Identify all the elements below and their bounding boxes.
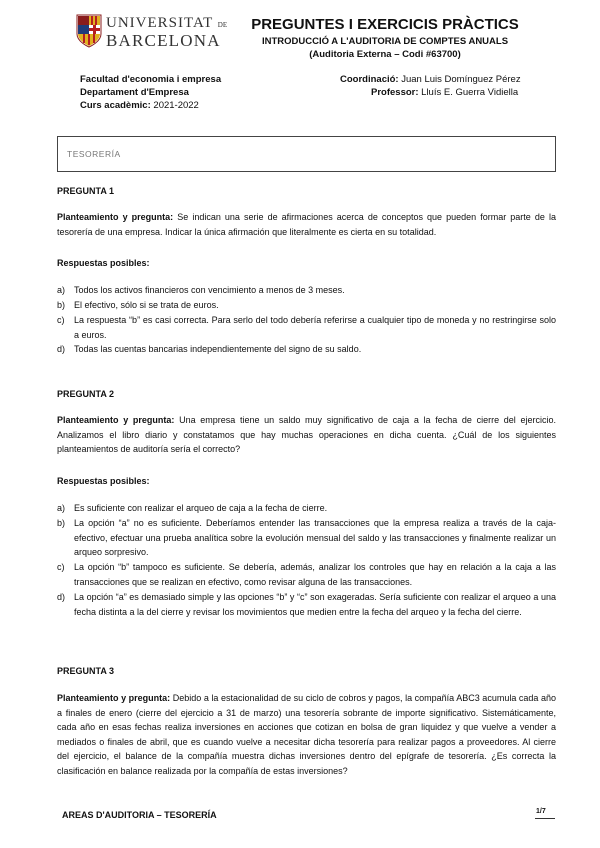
course-code: (Auditoria Externa – Codi #63700) bbox=[309, 49, 461, 60]
question-3-heading: PREGUNTA 3 bbox=[57, 666, 115, 676]
question-2-answer-c: c) La opción “b” tampoco es suficiente. Se debería, además, analizar los controles que hay en relación a la caja a las transacciones que se realizan en efectivo, como revisar alguna de las transacciones. bbox=[57, 562, 556, 587]
university-logo bbox=[76, 14, 228, 58]
question-2-answer-a: a) Es suficiente con realizar el arqueo de caja a la fecha de cierre. bbox=[57, 503, 328, 513]
question-1-answers-heading: Respuestas posibles: bbox=[57, 258, 150, 268]
document-title: PREGUNTES I EXERCICIS PRÀCTICS bbox=[251, 16, 519, 33]
document-subtitle: INTRODUCCIÓ A L'AUDITORIA DE COMPTES ANUALS bbox=[261, 36, 509, 47]
question-2-answer-d: d) La opción “a” es demasiado simple y las opciones “b” y “c” son exageradas. Sería suficiente con realizar el arqueo a una fecha distinta a la del cierre y revisar los movimientos que medien entre la fecha del arqueo y la fecha del cierre. bbox=[57, 592, 556, 617]
question-1-heading: PREGUNTA 1 bbox=[57, 186, 115, 196]
question-2-statement: Planteamiento y pregunta: Una empresa tiene un saldo muy significativo de caja a la fecha de cierre del ejercicio. Analizamos el libro diario y constatamos que hay muchas operaciones en dicha cuenta. ¿Cuál de los siguientes planteamientos de auditoría sería el correcto? bbox=[57, 415, 556, 455]
coordinator: Coordinació: Juan Luis Domínguez Pérez bbox=[340, 74, 521, 85]
university-shield-icon bbox=[76, 14, 102, 48]
question-2-answer-b: b) La opción “a” no es suficiente. Deberíamos entender las transacciones que la empresa realiza a través de la caja-efectivo, efectuar una prueba analítica sobre la evolución mensual del saldo y las transacciones y finalmente realizar un arqueo sorpresivo. bbox=[57, 518, 556, 558]
section-box bbox=[57, 136, 556, 172]
question-1-statement: Planteamiento y pregunta: Se indican una serie de afirmaciones acerca de conceptos que pueden formar parte de la tesorería de una empresa. Indicar la única afirmación que literalmente es cierta en su totalidad. bbox=[57, 212, 556, 237]
question-1-answer-b: b) El efectivo, sólo si se trata de euros. bbox=[57, 300, 219, 310]
footer-divider bbox=[535, 818, 555, 819]
question-1-answer-d: d) Todas las cuentas bancarias independientemente del signo de su saldo. bbox=[57, 344, 362, 354]
professor: Professor: Lluís E. Guerra Vidiella bbox=[371, 87, 519, 98]
section-title: TESORERÍA bbox=[67, 149, 121, 159]
course-year: Curs acadèmic: 2021-2022 bbox=[80, 100, 199, 111]
logo-text-line2: BARCELONA bbox=[106, 31, 221, 50]
logo-text-line1: UNIVERSITAT DE bbox=[106, 15, 228, 31]
question-2-answers-heading: Respuestas posibles: bbox=[57, 476, 150, 486]
question-2-heading: PREGUNTA 2 bbox=[57, 389, 115, 399]
question-1-answer-a: a) Todos los activos financieros con vencimiento a menos de 3 meses. bbox=[57, 285, 345, 295]
department-label: Departament d'Empresa bbox=[80, 87, 189, 98]
faculty-label: Facultad d'economia i empresa bbox=[80, 74, 222, 85]
question-3-statement: Planteamiento y pregunta: Debido a la estacionalidad de su ciclo de cobros y pagos, la compañía ABC3 acumula cada año a finales de enero (cierre del ejercicio a 31 de marzo) una tesorería sobrante de importe significativo. Sistemáticamente, cada año en esas fechas realiza inversiones en acciones que cotizan en bolsa de gran liquidez y que vuelve a vender a mediados o finales de abril, que es cuando vuelve a necesitar dicha tesorería para realizar pagos a proveedores. Al cierre del ejercicio, el balance de la compañía muestra dichas inversiones dentro del epígrafe de tesorería. ¿Es correcta la clasificación en balance realizada por la compañía de estas inversiones? bbox=[57, 693, 556, 776]
footer-title: AREAS D'AUDITORIA – TESORERÍA bbox=[62, 810, 217, 820]
question-1-answer-c: c) La respuesta “b” es casi correcta. Para serlo del todo debería referirse a cualquier tipo de moneda y no restringirse solo a euros. bbox=[57, 315, 556, 340]
page-number: 1/7 bbox=[536, 808, 546, 815]
